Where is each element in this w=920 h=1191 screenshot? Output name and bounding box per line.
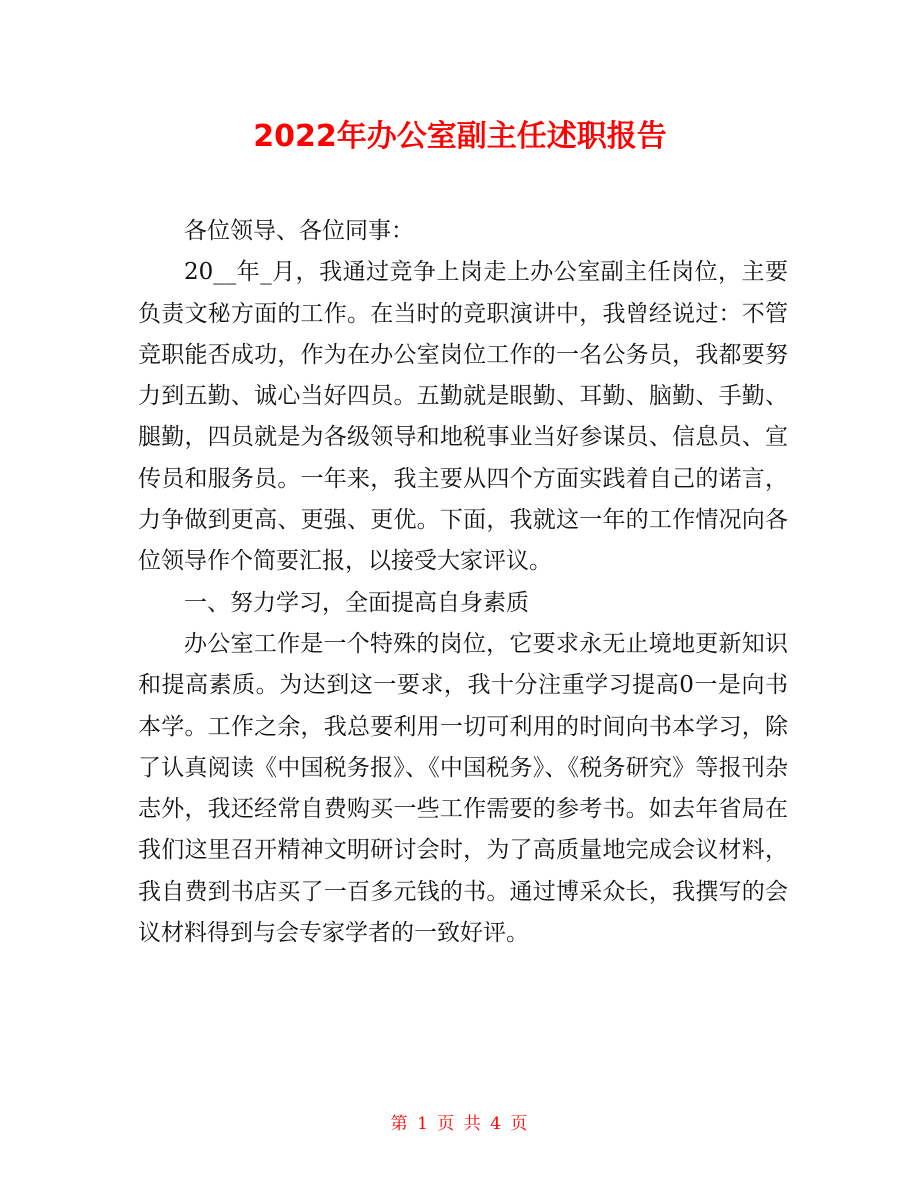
intro-paragraph: 20__年_月，我通过竞争上岗走上办公室副主任岗位，主要负责文秘方面的工作。在当时的竞职演讲中，我曾经说过：不管竞职能否成功，作为在办公室岗位工作的一名公务员，我都要努力到五勤、诚心当好四员。五勤就是眼勤、耳勤、脑勤、手勤、腿勤，四员就是为各级领导和地税事业当好参谋员、信息员、宣传员和服务员。一年来，我主要从四个方面实践着自己的诺言，力争做到更高、更强、更优。下面，我就这一年的工作情况向各位领导作个简要汇报，以接受大家评议。 bbox=[138, 259, 788, 575]
section-paragraph: 办公室工作是一个特殊的岗位，它要求永无止境地更新知识和提高素质。为达到这一要求，我十分注重学习提高0一是向书本学。工作之余，我总要利用一切可利用的时间向书本学习，除了认真阅读《中国税务报》、《中国税务》、《税务研究》等报刊杂志外，我还经常自费购买一些工作需要的参考书。如去年省局在我们这里召开精神文明研讨会时，为了高质量地完成会议材料，我自费到书店买了一百多元钱的书。通过博采众长，我撰写的会议材料得到与会专家学者的一致好评。 bbox=[138, 630, 788, 947]
section-heading: 一、努力学习，全面提高自身素质 bbox=[184, 589, 529, 616]
page-footer: 第 1 页 共 4 页 bbox=[390, 1114, 530, 1134]
salutation-paragraph: 各位领导、各位同事： bbox=[184, 218, 414, 244]
document-title: 2022年办公室副主任述职报告 bbox=[253, 119, 667, 154]
document-body bbox=[138, 211, 788, 954]
